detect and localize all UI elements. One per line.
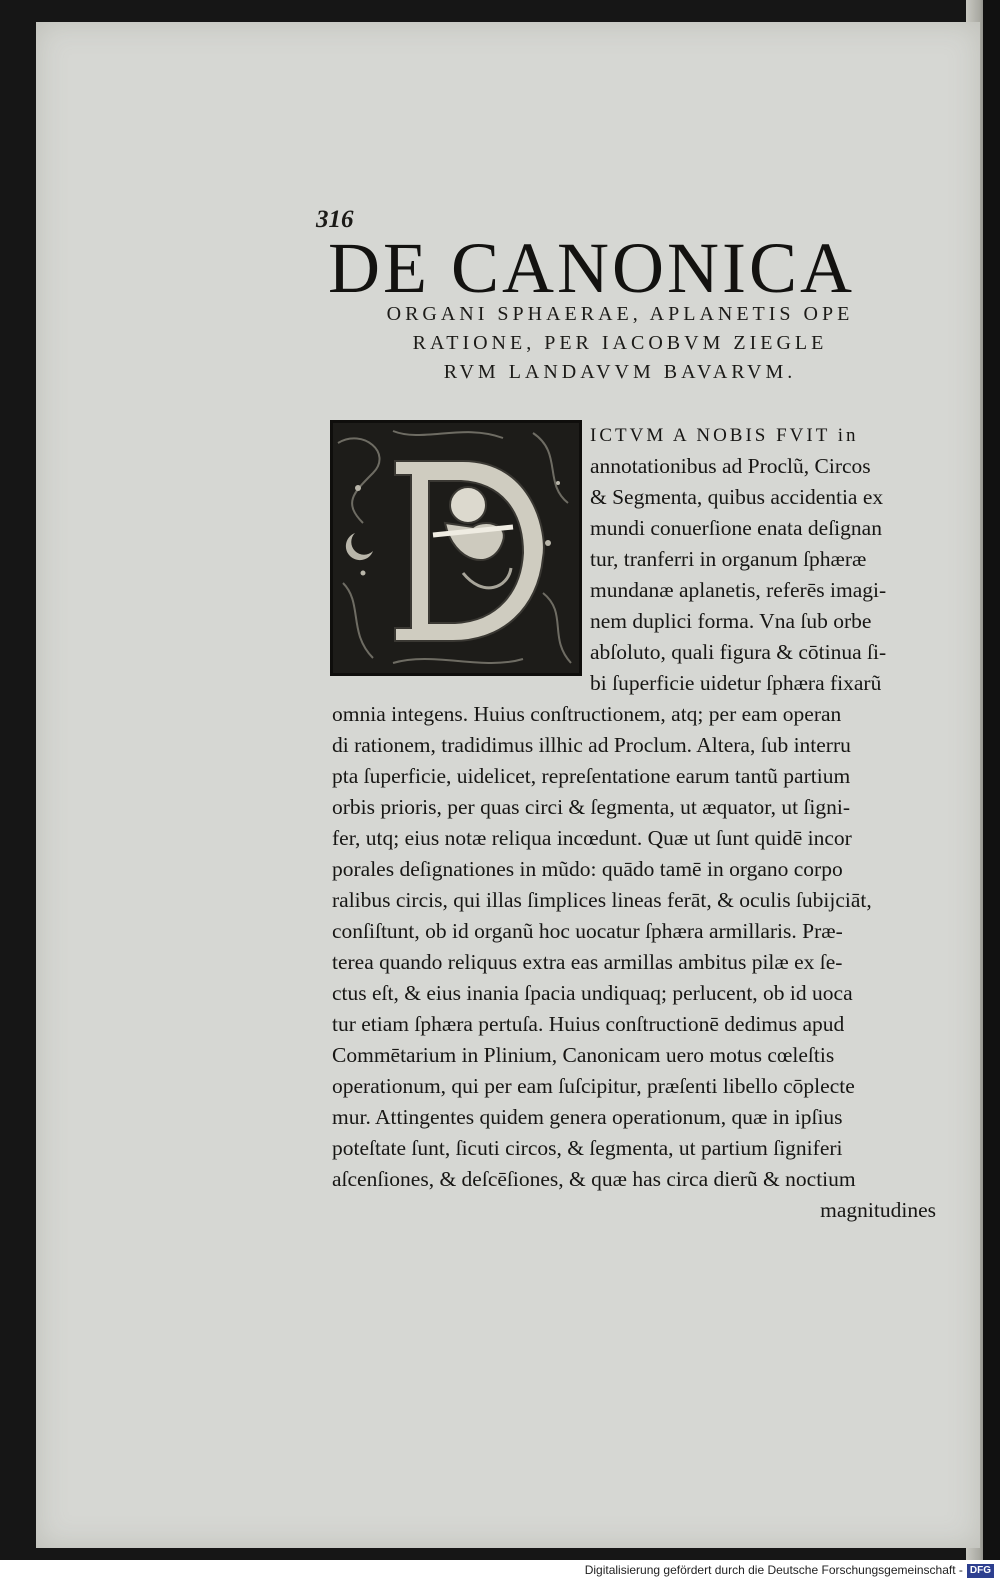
text-line: poteſtate ſunt, ſicuti circos, & ſegmenta, ut partium ſigniferi xyxy=(332,1136,843,1160)
text-line: omnia integens. Huius conſtructionem, atq; per eam operan xyxy=(332,702,842,726)
subtitle-line: ORGANI SPHAERAE, APLANETIS OPE xyxy=(386,303,854,325)
text-line: mundanæ aplanetis, referēs imagi- xyxy=(590,578,887,602)
dfg-logo: DFG xyxy=(967,1564,994,1578)
text-line: mundi conuerſione enata deſignan xyxy=(590,516,882,540)
text-line: tur etiam ſphæra pertuſa. Huius conſtructionē dedimus apud xyxy=(332,1012,845,1036)
text-line: porales deſignationes in mũdo: quādo tamē in organo corpo xyxy=(332,857,843,881)
body-text xyxy=(332,420,940,1226)
text-line: conſiſtunt, ob id organũ hoc uocatur ſphæra armillaris. Præ- xyxy=(332,919,843,943)
text-line: mur. Attingentes quidem genera operationum, quæ in ipſius xyxy=(332,1105,843,1129)
text-line: & Segmenta, quibus accidentia ex xyxy=(590,485,884,509)
footer-text: Digitalisierung gefördert durch die Deutsche Forschungsgemeinschaft - xyxy=(584,1563,963,1577)
text-line: ralibus circis, qui illas ſimplices lineas ferāt, & oculis ſubijciāt, xyxy=(332,888,872,912)
text-line: fer, utq; eius notæ reliqua incœdunt. Quæ ut ſunt quidē incor xyxy=(332,826,852,850)
page-number: 316 xyxy=(316,206,354,233)
text-line: di rationem, tradidimus illhic ad Proclum. Altera, ſub interru xyxy=(332,733,851,757)
text-line: operationum, qui per eam ſuſcipitur, præſenti libello cōplecte xyxy=(332,1074,855,1098)
subtitle-line: RVM LANDAVVM BAVARVM. xyxy=(443,361,797,383)
spine-shadow xyxy=(983,0,1000,1560)
catchword: magnitudines xyxy=(820,1198,936,1222)
text-line: Commētarium in Plinium, Canonicam uero motus cœleſtis xyxy=(332,1043,835,1067)
text-line: bi ſuperficie uidetur ſphæra fixarũ xyxy=(590,671,882,695)
text-line: ctus eſt, & eius inania ſpacia undiquaq; perlucent, ob id uoca xyxy=(332,981,853,1005)
text-line: terea quando reliquus extra eas armillas ambitus pilæ ex ſe- xyxy=(332,950,843,974)
text-line: tur, tranferri in organum ſphæræ xyxy=(590,547,867,571)
text-line: pta ſuperficie, uidelicet, repreſentatione earum tantũ partium xyxy=(332,764,851,788)
digitization-footer xyxy=(0,1560,1000,1581)
text-line: aſcenſiones, & deſcēſiones, & quæ has circa dierũ & noctium xyxy=(332,1167,856,1191)
text-line: orbis prioris, per quas circi & ſegmenta, ut æquator, ut ſigni- xyxy=(332,795,851,819)
subtitle-line: RATIONE, PER IACOBVM ZIEGLE xyxy=(412,332,828,354)
subtitle xyxy=(340,300,900,387)
text-line: annotationibus ad Proclũ, Circos xyxy=(590,454,871,478)
text-line: nem duplici forma. Vna ſub orbe xyxy=(590,609,872,633)
page-title: DE CANONICA xyxy=(328,228,855,308)
text-line: ICTVM A NOBIS FVIT in xyxy=(590,425,859,446)
text-line: abſoluto, quali figura & cōtinua ſi- xyxy=(590,640,887,664)
